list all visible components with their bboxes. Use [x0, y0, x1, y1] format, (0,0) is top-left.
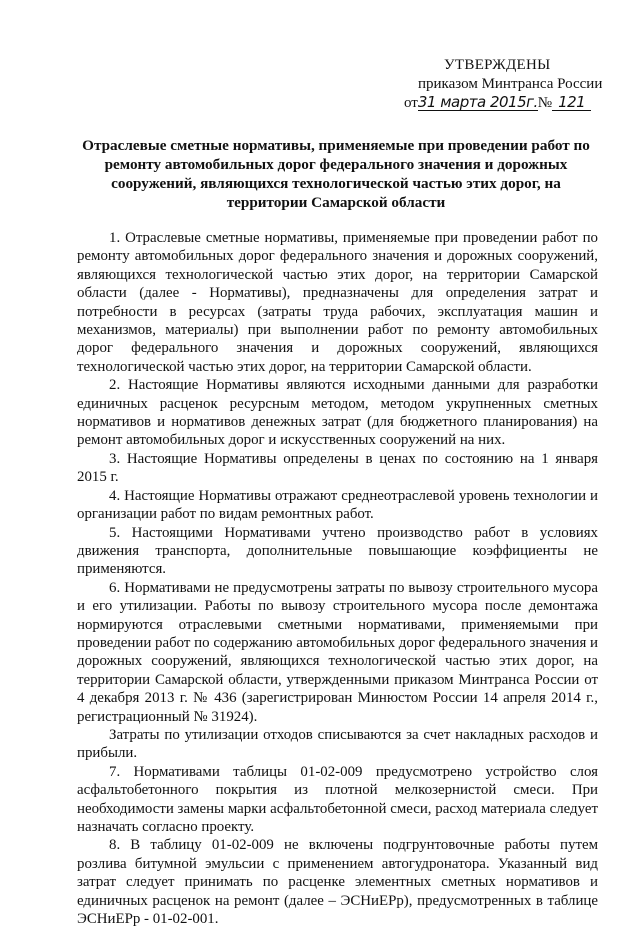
paragraph-1: 1. Отраслевые сметные нормативы, применяемые при проведении работ по ремонту автомобильных дорог федерального значения и дорожных сооружений, являющихся технологической частью этих дорог, на территории Самарской области (далее - Нормативы), предназначены для определения затрат и потребности в ресурсах (затраты труда рабочих, эксплуатация машин и механизмов, материалы) при выполнении работ по ремонту автомобильных дорог федерального значения и дорожных сооружений, являющихся технологической частью этих дорог, на территории Самарской области.: [77, 230, 598, 375]
document-body: [77, 229, 598, 928]
approval-order-line: приказом Минтранса России: [418, 76, 603, 92]
approval-stamp: УТВЕРЖДЕНЫ: [444, 57, 551, 73]
handwritten-date: 31 марта 2015г.: [417, 93, 538, 111]
paragraph-7: 7. Нормативами таблицы 01-02-009 предусмотрено устройство слоя асфальтобетонного покрытия из плотной мелкозернистой смеси. При необходимости замены марки асфальтобетонной смеси, расход материала следует назначать согласно проекту.: [77, 763, 598, 835]
paragraph-4: 4. Настоящие Нормативы отражают среднеотраслевой уровень технологии и организации работ по видам ремонтных работ.: [77, 487, 598, 523]
paragraph-6: 6. Нормативами не предусмотрены затраты по вывозу строительного мусора и его утилизации. Работы по вывозу строительного мусора после демонтажа нормируются отраслевыми сметными нормативами, применяемыми при проведении работ по содержанию автомобильных дорог федерального значения и дорожных сооружений, являющихся технологической частью этих дорог, на территории Самарской области, утвержденными приказом Минтранса России от 4 декабря 2013 г. № 436 (зарегистрирован Минюстом России 14 апреля 2014 г., регистрационный № 31924).: [77, 579, 598, 725]
document-title: Отраслевые сметные нормативы, применяемые при проведении работ по ремонту автомобильных дорог федерального значения и дорожных сооружений, являющихся технологической частью этих дорог, на территории Самарской области: [82, 137, 590, 211]
paragraph-8: 8. В таблицу 01-02-009 не включены подгрунтовочные работы путем розлива битумной эмульсии с применением автогудронатора. Указанный вид затрат следует принимать по расценке элементных сметных нормативов и единичных расценок на ремонт (далее – ЭСНиЕРр), предусмотренных в таблице ЭСНиЕРр - 01-02-001.: [77, 837, 598, 928]
date-prefix: от: [404, 95, 418, 111]
handwritten-order-number: 121: [552, 94, 591, 111]
paragraph-6-continuation: Затраты по утилизации отходов списываются за счет накладных расходов и прибыли.: [77, 726, 598, 762]
approval-date-line: [404, 94, 604, 113]
paragraph-5: 5. Настоящими Нормативами учтено производство работ в условиях движения транспорта, дополнительные повышающие коэффициенты не применяются.: [77, 524, 598, 578]
approval-block: [404, 56, 604, 113]
number-prefix: №: [537, 95, 553, 111]
paragraph-2: 2. Настоящие Нормативы являются исходными данными для разработки единичных расценок ресурсным методом, методом укрупненных сметных нормативов и нормативов денежных затрат (для бюджетного планирования) на ремонт автомобильных дорог и искусственных сооружений на них.: [77, 377, 598, 449]
paragraph-3: 3. Настоящие Нормативы определены в ценах по состоянию на 1 января 2015 г.: [77, 450, 598, 486]
